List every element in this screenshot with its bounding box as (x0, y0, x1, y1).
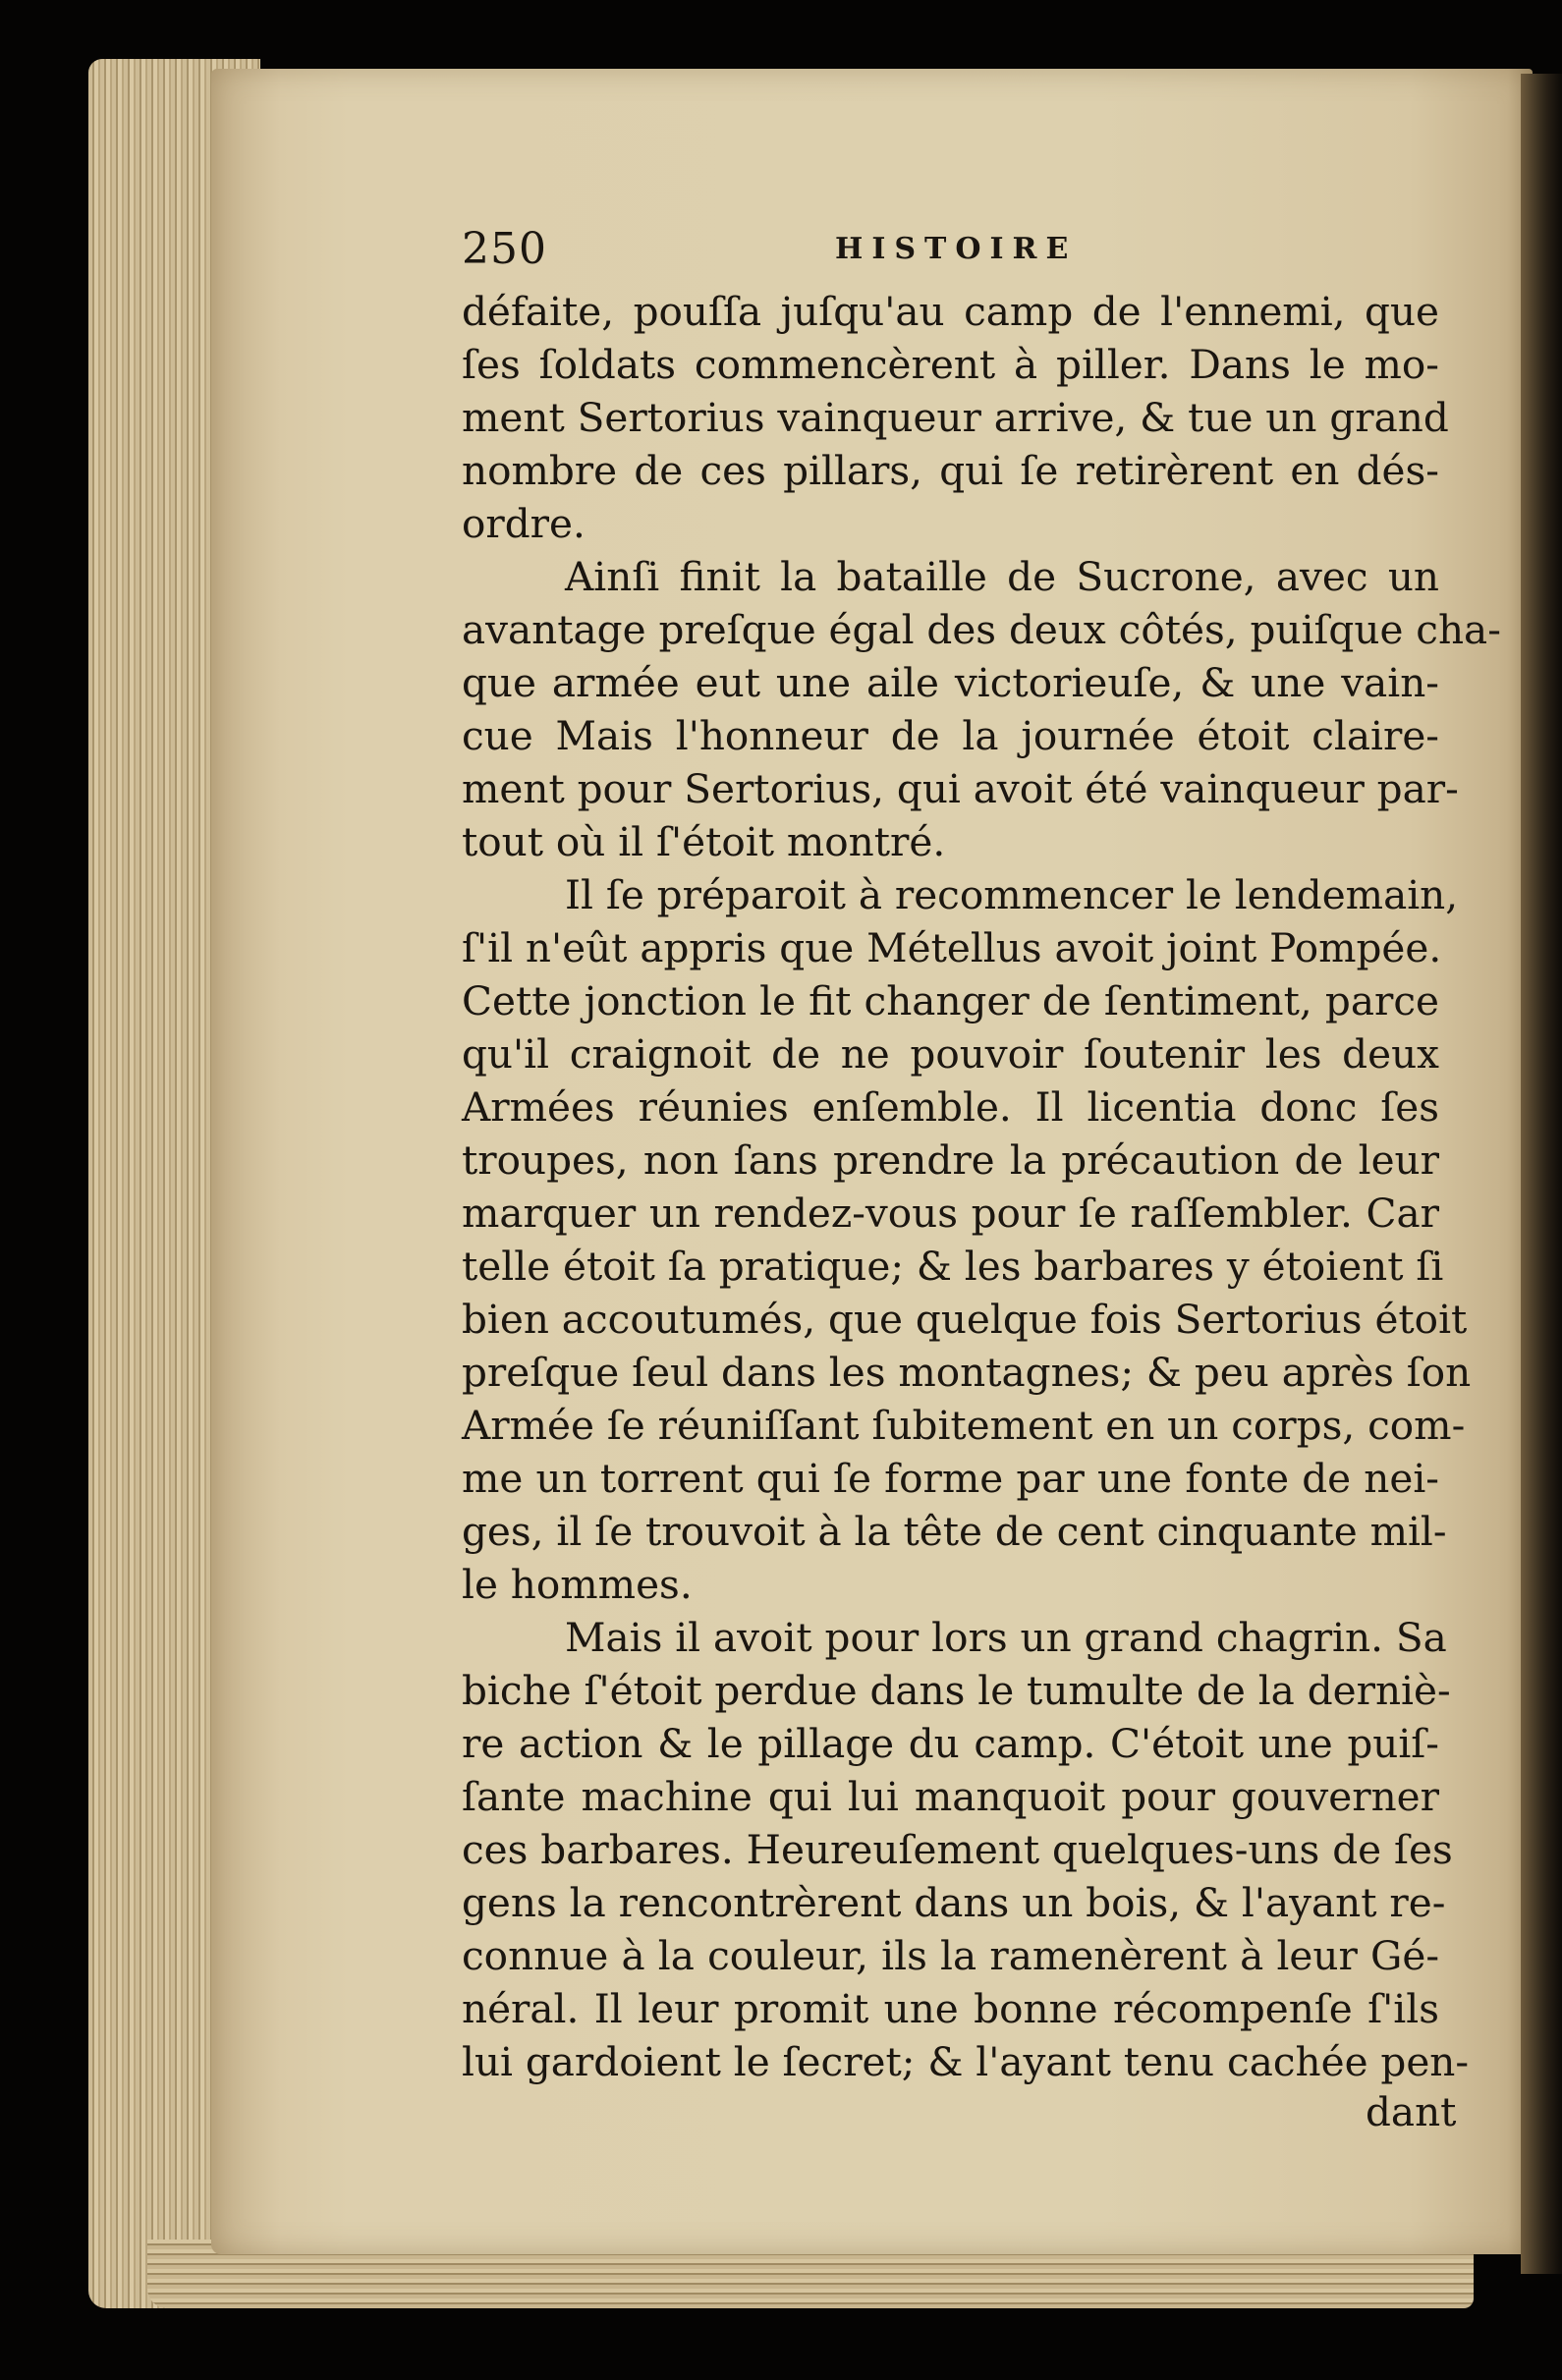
text-line: nombre de ces pillars, qui ſe retirèrent en dés- (462, 447, 1439, 494)
text-line: avantage preſque égal des deux côtés, puiſque cha- (462, 606, 1501, 653)
text-line: Cette jonction le fit changer de ſentiment, parce (462, 977, 1439, 1024)
text-line: preſque ſeul dans les montagnes; & peu après ſon (462, 1349, 1472, 1396)
page-header (462, 224, 1439, 285)
text-line: néral. Il leur promit une bonne récompenſe ſ'ils (462, 1985, 1439, 2032)
page-text (462, 224, 1501, 2088)
book-gutter (1521, 74, 1562, 2274)
text-line: bien accoutumés, que quelque fois Sertorius étoit (462, 1296, 1468, 1343)
text-line: que armée eut une aile victorieuſe, & une vain- (462, 659, 1439, 706)
text-line: ces barbares. Heureuſement quelques-uns de ſes (462, 1826, 1453, 1873)
text-line: marquer un rendez-vous pour ſe raſſembler. Car (462, 1190, 1439, 1237)
text-line: le hommes. (462, 1561, 693, 1608)
running-head: HISTOIRE (835, 232, 1078, 266)
paragraph-1 (462, 285, 1449, 550)
paragraph-3 (462, 868, 1472, 1611)
text-line: Ainſi finit la bataille de Sucrone, avec un (565, 553, 1439, 600)
text-line: me un torrent qui ſe forme par une fonte de nei- (462, 1455, 1439, 1502)
text-line: tout où il ſ'étoit montré. (462, 818, 946, 865)
paragraph-2 (462, 550, 1501, 868)
text-line: gens la rencontrèrent dans un bois, & l'ayant re- (462, 1879, 1446, 1926)
text-line: Armée ſe réuniſſant ſubitement en un corps, com- (462, 1402, 1466, 1449)
text-line: ordre. (462, 500, 586, 547)
text-line: ſ'il n'eût appris que Métellus avoit joint Pompée. (462, 924, 1442, 971)
text-line: lui gardoient le ſecret; & l'ayant tenu cachée pen- (462, 2038, 1470, 2085)
text-line: telle étoit ſa pratique; & les barbares y étoient ſi (462, 1243, 1444, 1290)
text-line: ſes ſoldats commencèrent à piller. Dans le mo- (462, 341, 1439, 388)
text-line: Mais il avoit pour lors un grand chagrin. Sa (565, 1614, 1447, 1661)
text-line: qu'il craignoit de ne pouvoir ſoutenir les deux (462, 1030, 1439, 1078)
paragraph-4 (462, 1611, 1470, 2088)
text-line: défaite, pouſſa juſqu'au camp de l'ennemi, que (462, 288, 1439, 335)
page-number: 250 (462, 224, 547, 274)
text-line: connue à la couleur, ils la ramenèrent à leur Gé- (462, 1932, 1439, 1979)
text-line: cue Mais l'honneur de la journée étoit claire- (462, 712, 1439, 759)
text-line: re action & le pillage du camp. C'étoit une puiſ- (462, 1720, 1439, 1767)
text-line: biche ſ'étoit perdue dans le tumulte de la derniè- (462, 1667, 1451, 1714)
catchword: dant (1366, 2088, 1457, 2135)
text-line: ges, il ſe trouvoit à la tête de cent cinquante mil- (462, 1508, 1447, 1555)
text-line: Armées réunies enſemble. Il licentia donc ſes (462, 1083, 1439, 1131)
text-line: ment pour Sertorius, qui avoit été vainqueur par- (462, 765, 1459, 812)
text-line: troupes, non ſans prendre la précaution de leur (462, 1136, 1439, 1184)
text-line: ſante machine qui lui manquoit pour gouverner (462, 1773, 1439, 1820)
text-line: ment Sertorius vainqueur arrive, & tue un grand (462, 394, 1449, 441)
text-line: Il ſe préparoit à recommencer le lendemain, (565, 871, 1459, 918)
